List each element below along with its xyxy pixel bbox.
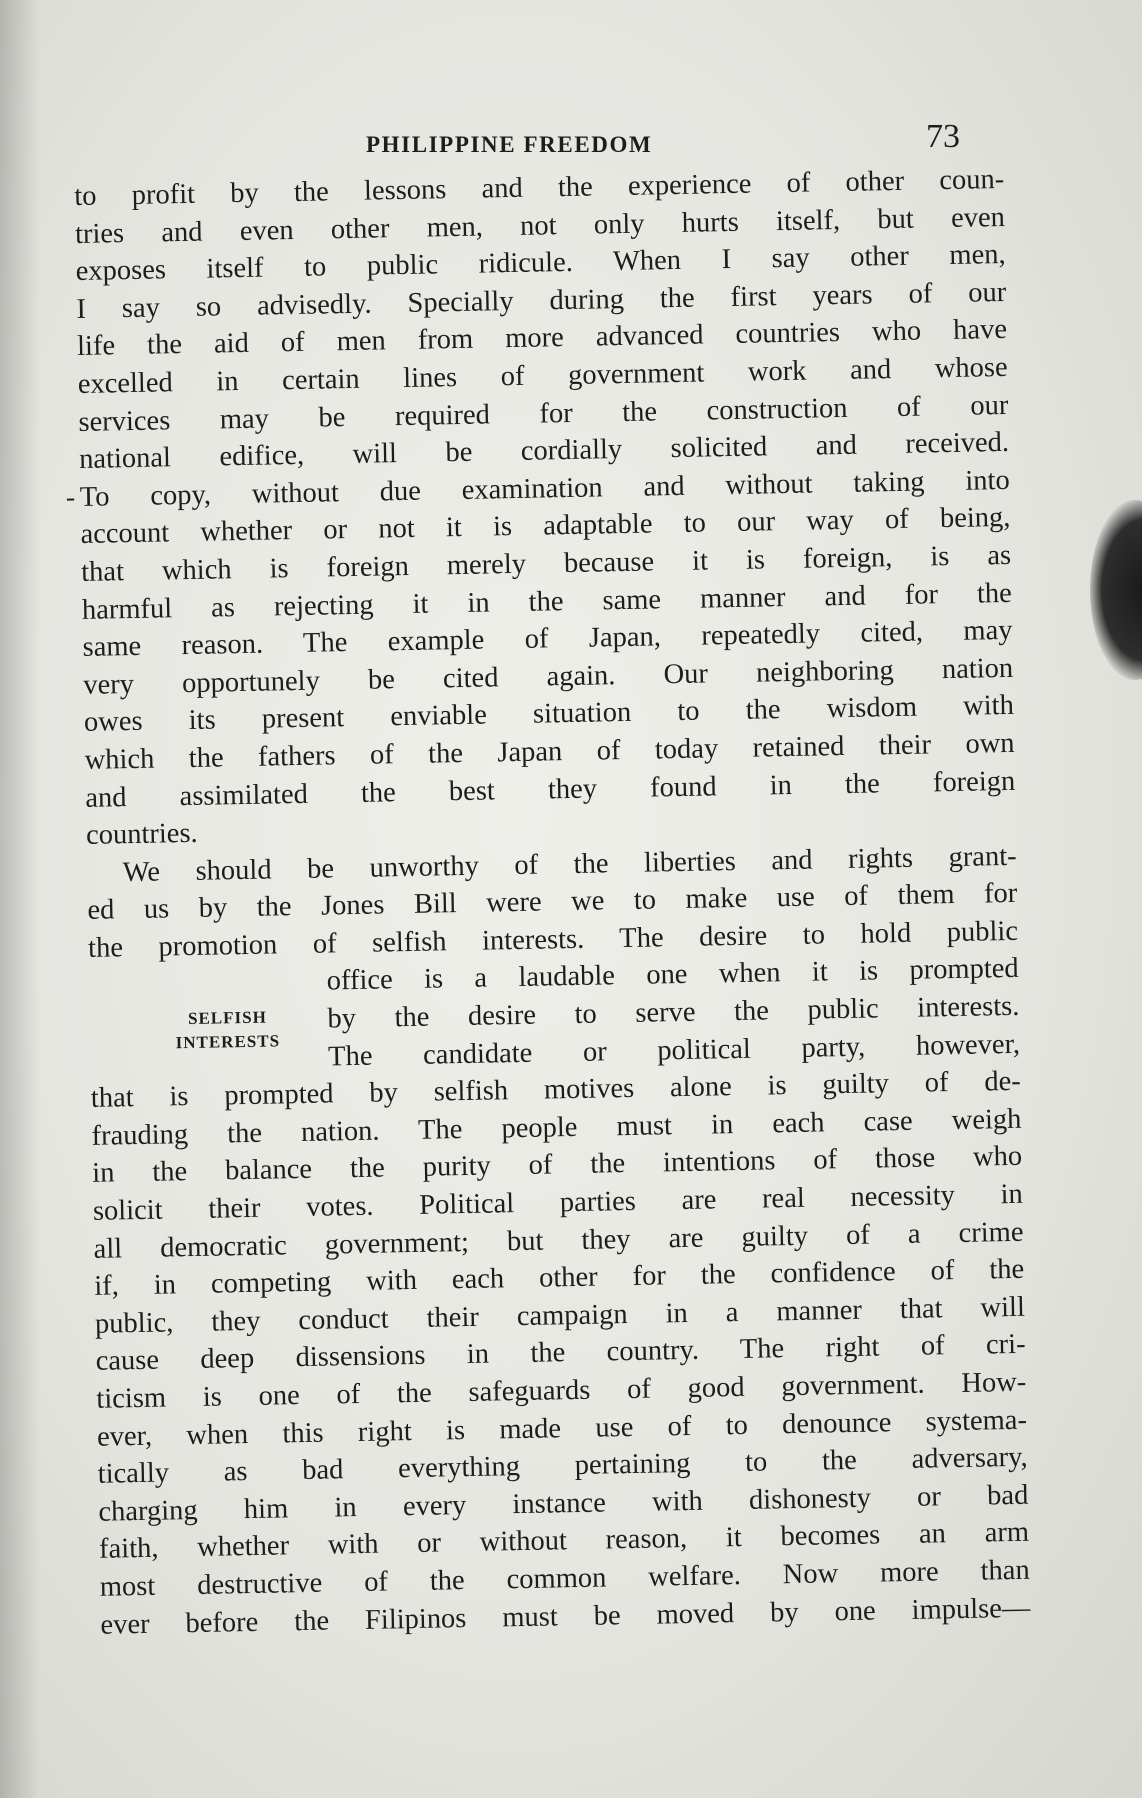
text-line: most destructive of the common welfare. Now more than [99,1554,1030,1603]
side-note-block [88,950,1020,1080]
text-line: frauding the nation. The people must in each case weigh [91,1103,1022,1152]
text-line: We should be unworthy of the liberties and rights grant- [122,840,1017,888]
text-line: that is prompted by selfish motives alone is guilty of de- [90,1066,1022,1115]
text-line: the promotion of selfish interests. The desire to hold public [87,915,1019,964]
text-line: all democratic government; but they are guilty of a crime [93,1216,1024,1265]
text-line: cause deep dissensions in the country. The right of cri- [95,1329,1026,1378]
text-line: office is a laudable one when it is prompted [326,953,1019,997]
text-line: - To copy, without due examination and without taking into [80,462,1011,517]
side-note-line: SELFISH [187,1008,267,1029]
text-line: tries and even other men, not only hurts itself, but even [74,201,1006,250]
text-line: exposes itself to public ridicule. When I say other men, [75,239,1006,288]
body-text [65,161,1031,1644]
side-note-line: INTERESTS [175,1031,281,1053]
text-line: faith, whether with or without reason, it becomes an arm [98,1517,1030,1566]
text-line: charging him in every instance with dishonesty or bad [98,1479,1029,1528]
text-line: ticism is one of the safeguards of good government. How- [96,1366,1027,1415]
text-line: The candidate or political party, however, [327,1028,1021,1073]
text-line: account whether or not it is adaptable to our way of being, [80,502,1011,551]
text-line: and assimilated the best they found in the foreign [85,765,1016,814]
text-line: solicit their votes. Political parties are real necessity in [92,1178,1024,1227]
text-line: life the aid of men from more advanced countries who have [76,314,1008,363]
text-line: excelled in certain lines of government work and whose [77,351,1008,400]
text-line: that which is foreign merely because it is foreign, is as [80,539,1012,588]
text-line: ed us by the Jones Bill were we to make use of them for [87,878,1018,927]
text-line: harmful as rejecting it in the same manner and for the [81,577,1013,626]
binding-shadow [0,0,40,1798]
margin-mark: - [65,481,76,513]
text-line: which the fathers of the Japan of today retained their own [84,727,1015,776]
text-line: to profit by the lessons and the experience of other coun- [74,163,1005,212]
page-number: 73 [926,118,960,155]
text-line: I say so advisedly. Specially during the first years of our [76,276,1007,325]
text-line: in the balance the purity of the intentions of those who [91,1141,1023,1190]
text-line: owes its present enviable situation to the wisdom with [83,690,1015,739]
side-note [147,1005,308,1056]
text-line: tically as bad everything pertaining to the adversary, [97,1441,1028,1490]
text-line: same reason. The example of Japan, repeatedly cited, may [82,615,1013,664]
text-line: public, they conduct their campaign in a manner that will [94,1291,1026,1340]
text-line: if, in competing with each other for the confidence of the [94,1253,1025,1303]
page-header [360,118,960,162]
text-line: services may be required for the construction of our [78,389,1009,438]
text-line: very opportunely be cited again. Our neighboring nation [83,652,1014,701]
text-line: by the desire to serve the public interests. [327,990,1020,1035]
thumb-shadow [1090,500,1142,680]
text-line: national edifice, will be cordially solicited and received. [78,427,1010,476]
text-line: countries. [85,817,198,851]
text-line: ever before the Filipinos must be moved by one impulse— [100,1592,1031,1641]
running-head: PHILIPPINE FREEDOM [366,132,653,157]
text-line: ever, when this right is made use of to denounce systema- [96,1404,1028,1453]
